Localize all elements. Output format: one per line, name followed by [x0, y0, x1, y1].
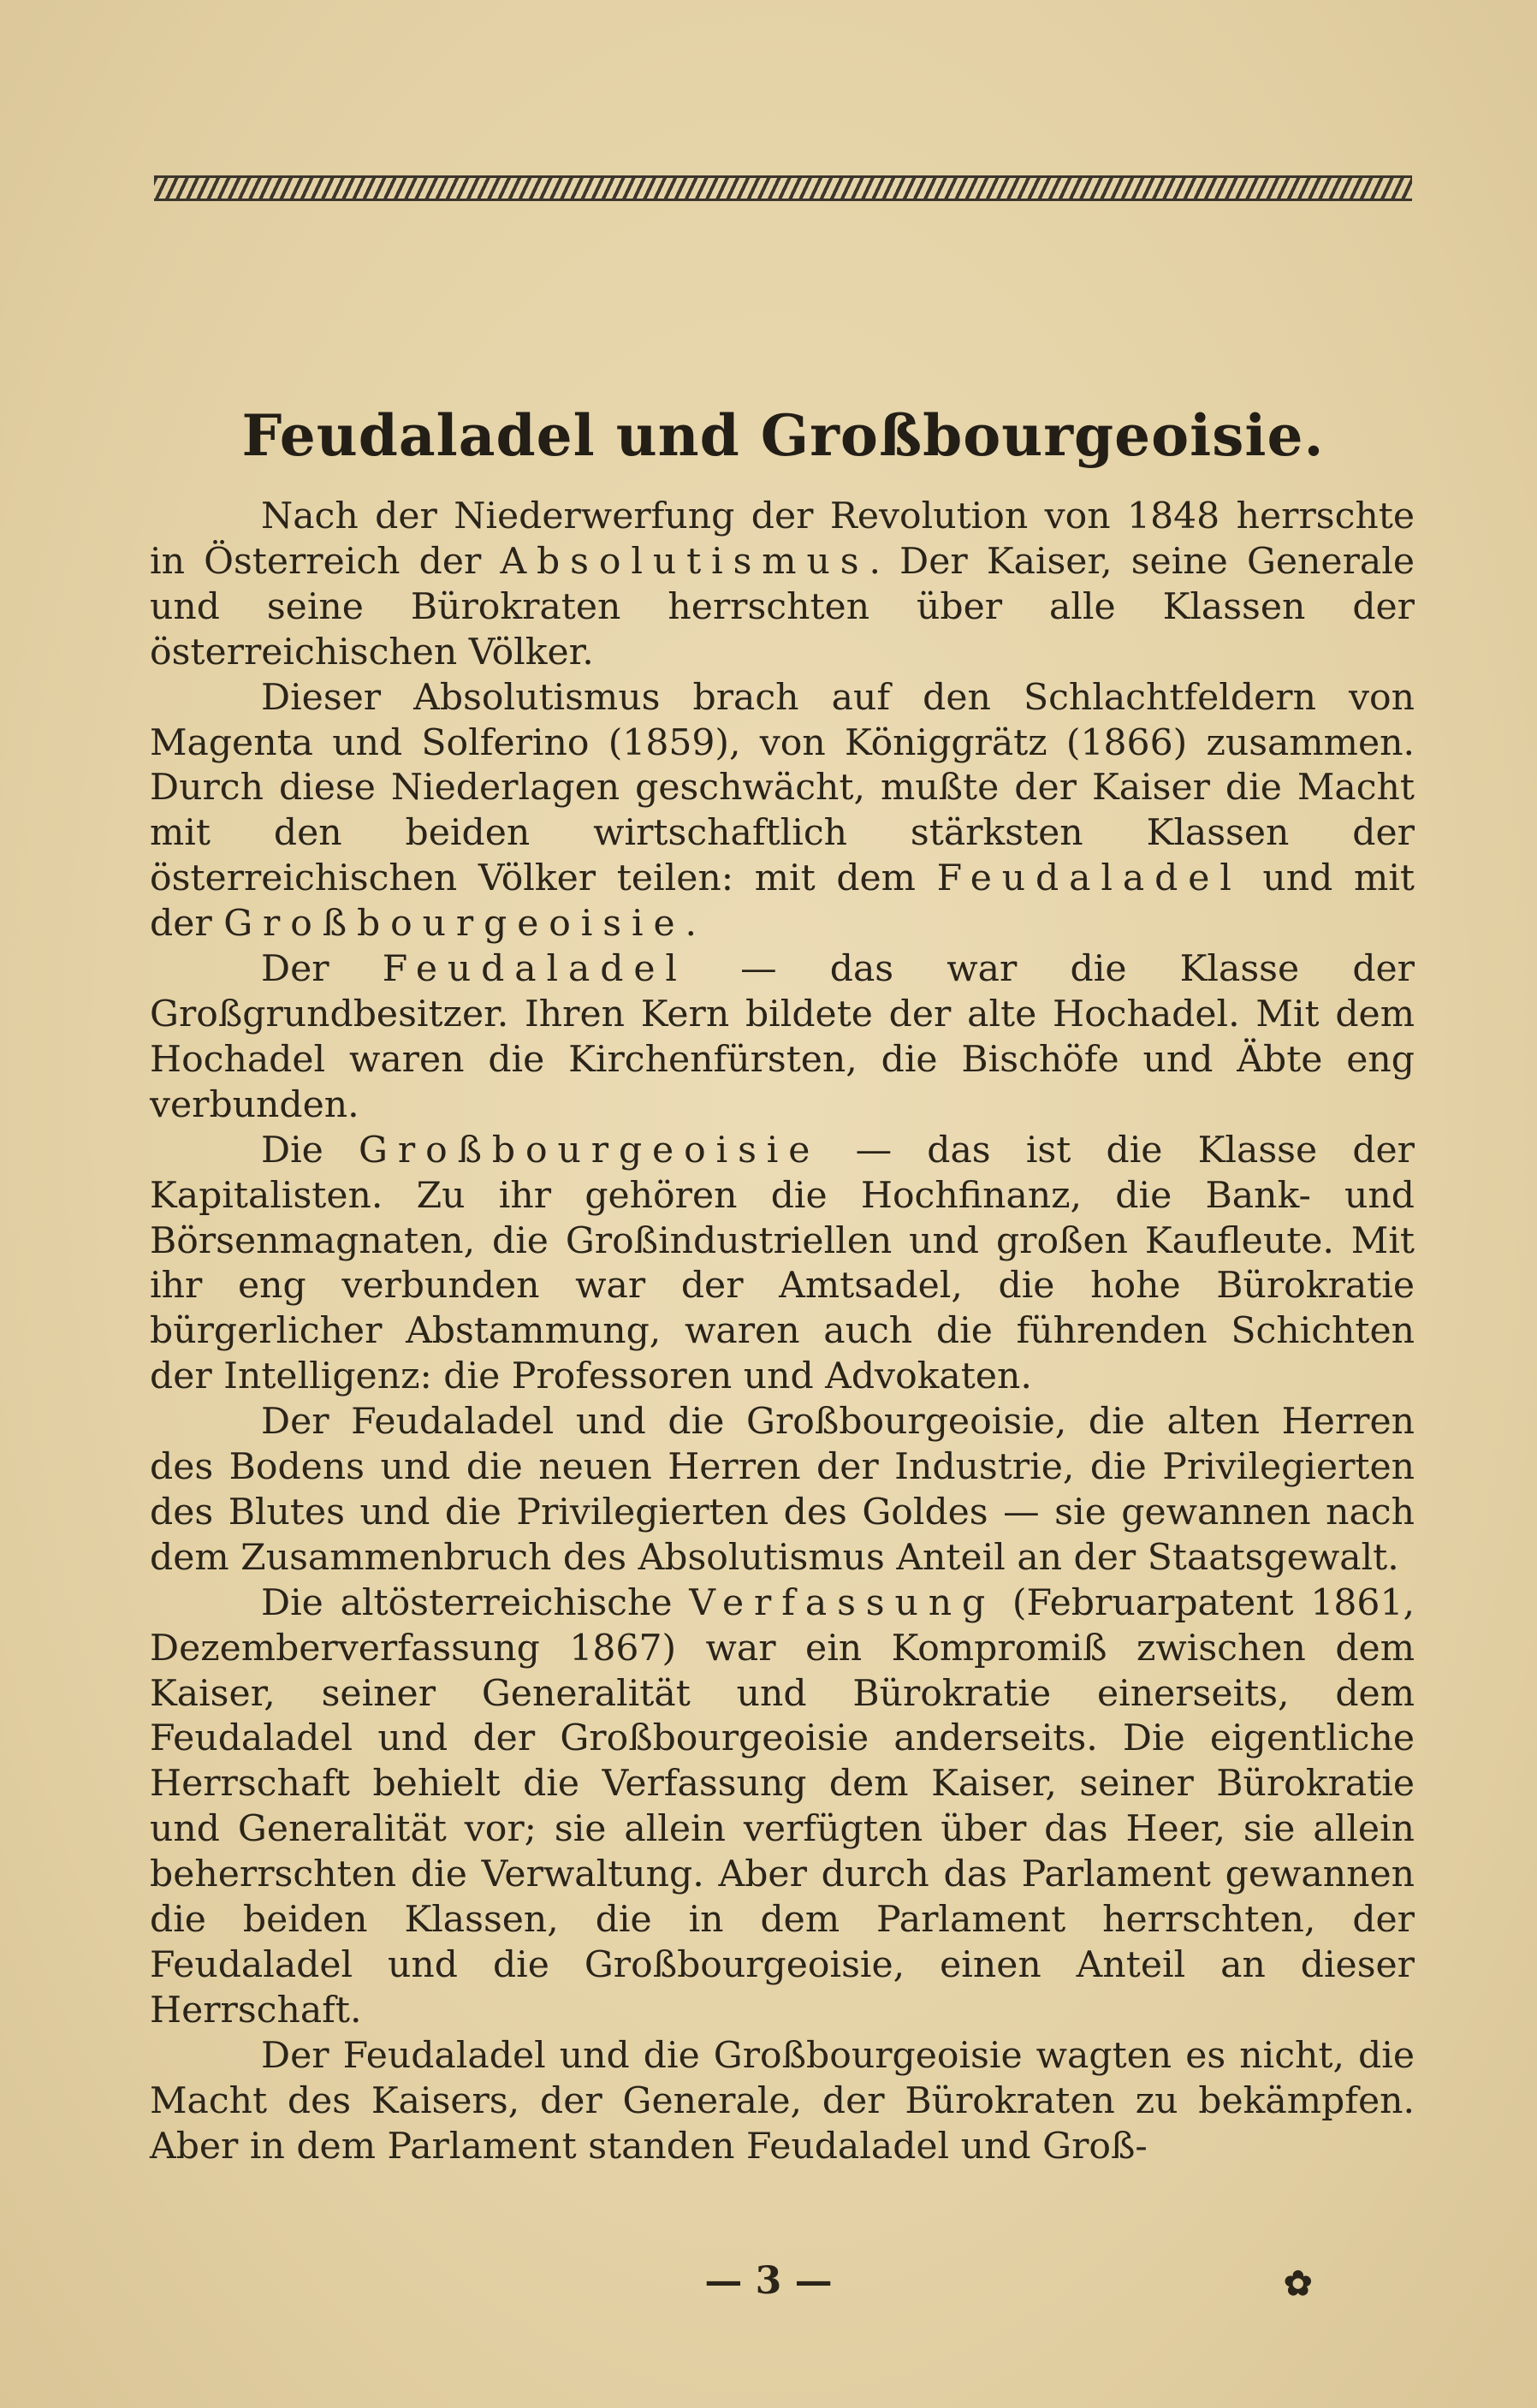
page-number: — 3 — — [704, 2259, 833, 2303]
spaced-emphasis: Großbourgeoisie — [223, 903, 685, 946]
paragraph-7 — [150, 2034, 1415, 2170]
text-run: (Februarpatent 1861, Dezemberverfassung 1867) war ein Kompromiß zwischen dem Kaiser, seiner Generalität und Bürokratie einerseits, dem Feudaladel und der Großbourgeoisie anderseits. Die eigentliche Herrschaft behielt die Verfassung dem Kaiser, seiner Bürokratie und Generalität vor; sie allein verfügten über das Heer, sie allein beherrschten die Verwaltung. Aber durch das Parlament gewannen die beiden Klassen, die in dem Parlament herrschten, der Feudaladel und die Großbourgeoisie, einen Anteil an dieser Herrschaft. — [150, 1581, 1415, 2031]
text-run: — das war die Klasse der Großgrundbesitzer. Ihren Kern bildete der alte Hochadel. Mit dem Hochadel waren die Kirchenfürsten, die Bischöfe und Äbte eng verbunden. — [150, 948, 1415, 1126]
text-run: . Der Kaiser, seine Generale und seine Bürokraten herrschten über alle Klassen der österreichischen Völker. — [150, 540, 1415, 673]
spaced-emphasis: Absolutismus — [500, 540, 869, 583]
paragraph-1 — [150, 495, 1415, 676]
paragraph-5 — [150, 1400, 1415, 1581]
printer-mark-icon: ✿ — [1284, 2263, 1313, 2304]
text-run: Der Feudaladel und die Großbourgeoisie wagten es nicht, die Macht des Kaisers, der Generale, der Bürokraten zu bekämpfen. Aber in dem Parlament standen Feudaladel und Groß- — [150, 2034, 1415, 2168]
ornamental-rule — [154, 175, 1412, 201]
text-run: Die altösterreichische — [261, 1581, 690, 1624]
text-run: und mit der — [150, 857, 1415, 946]
text-run: Dieser Absolutismus brach auf den Schlachtfeldern von Magenta und Solferino (1859), von Königgrätz (1866) zusammen. Durch diese Niederlagen geschwächt, mußte der Kaiser die Macht mit den beiden wirtschaftlich stärksten Klassen der österreichischen Völker teilen: mit dem — [150, 676, 1415, 900]
text-run: Nach der Niederwerfung der Revolution von 1848 herrschte in Österreich der — [150, 495, 1415, 583]
spaced-emphasis: Verfassung — [689, 1581, 996, 1624]
spaced-emphasis: Feudaladel — [936, 857, 1242, 900]
chapter-title: Feudaladel und Großbourgeoisie. — [241, 402, 1325, 469]
paragraph-4 — [150, 1129, 1415, 1400]
paragraph-6 — [150, 1581, 1415, 2034]
paragraph-2 — [150, 676, 1415, 947]
text-run: — das ist die Klasse der Kapitalisten. Zu ihr gehören die Hochfinanz, die Bank- und Börsenmagnaten, die Großindustriellen und großen Kaufleute. Mit ihr eng verbunden war der Amtsadel, die hohe Bürokratie bürgerlicher Abstammung, waren auch die führenden Schichten der Intelligenz: die Professoren und Advokaten. — [150, 1129, 1415, 1398]
spaced-emphasis: Feudaladel — [382, 948, 687, 991]
body-text — [150, 495, 1415, 2170]
paragraph-3 — [150, 947, 1415, 1129]
spaced-emphasis: Großbourgeoisie — [359, 1129, 821, 1171]
text-run: Der Feudaladel und die Großbourgeoisie, die alten Herren des Bodens und die neuen Herren der Industrie, die Privilegierten des Blutes und die Privilegierten des Goldes — sie gewannen nach dem Zusammenbruch des Absolutismus Anteil an der Staatsgewalt. — [150, 1401, 1415, 1579]
text-run: Der — [261, 948, 383, 991]
text-run: Die — [261, 1129, 359, 1171]
text-run: . — [685, 903, 697, 946]
